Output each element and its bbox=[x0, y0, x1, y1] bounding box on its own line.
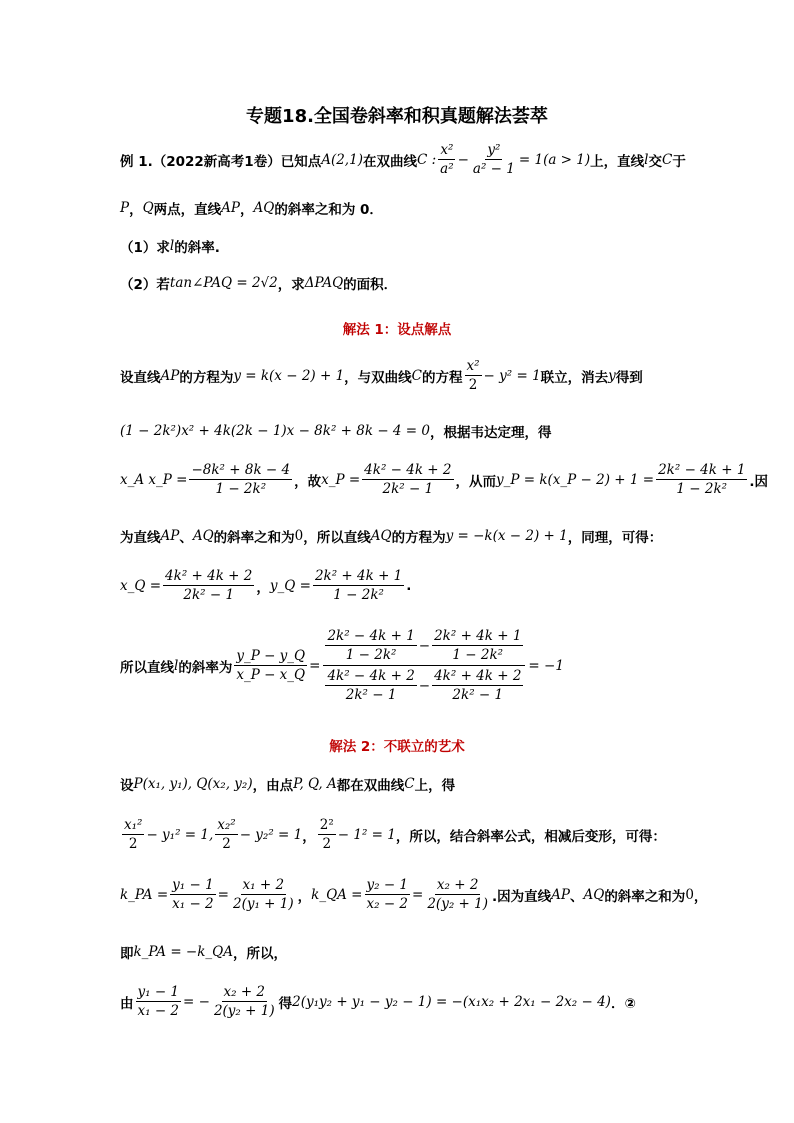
fraction bbox=[231, 877, 296, 912]
fraction-denominator: 1 − 2k² bbox=[452, 647, 504, 663]
text: ， bbox=[302, 828, 316, 845]
fraction-numerator: 4k² + 4k + 2 bbox=[165, 568, 253, 584]
method-2-line-4 bbox=[120, 942, 287, 962]
math-yp: y_P = k(x_P − 2) + 1 = bbox=[496, 471, 655, 488]
fraction bbox=[170, 877, 216, 912]
fraction bbox=[122, 817, 144, 852]
fraction-numerator: 2² bbox=[319, 817, 334, 833]
fraction-numerator: 2k² − 4k + 1 bbox=[658, 462, 746, 478]
fraction-denominator: x₁ − 2 bbox=[137, 1003, 180, 1019]
fraction bbox=[136, 984, 182, 1019]
text: 的方程 bbox=[422, 369, 463, 386]
text: 的方程为 bbox=[391, 530, 446, 546]
method-1-heading: 解法 1：设点解点 bbox=[342, 322, 452, 338]
method-1-line-1 bbox=[120, 358, 643, 393]
fraction-numerator: x² bbox=[466, 358, 480, 374]
fraction bbox=[313, 568, 404, 603]
text: ， bbox=[256, 579, 270, 596]
fraction bbox=[325, 668, 416, 703]
minus-sign: − bbox=[457, 151, 469, 168]
fraction-numerator: −8k² + 8k − 4 bbox=[191, 462, 291, 478]
text: 、 bbox=[569, 888, 584, 905]
page-title: 专题18.全国卷斜率和积真题解法荟萃 bbox=[246, 106, 548, 127]
text: ，所以， bbox=[232, 946, 287, 962]
fraction-numerator: y₁ − 1 bbox=[172, 877, 214, 893]
question-1 bbox=[120, 236, 220, 256]
fraction bbox=[163, 568, 254, 603]
fraction-numerator: 2k² − 4k + 1 bbox=[327, 628, 415, 644]
math-tan: tan∠PAQ = 2√2 bbox=[169, 275, 278, 291]
fraction-denominator: a² bbox=[440, 161, 454, 177]
math-aq: AQ bbox=[583, 886, 605, 903]
equals-sign: = bbox=[412, 886, 424, 903]
text: 设直线 bbox=[120, 369, 161, 386]
text: ．② bbox=[610, 995, 636, 1012]
fraction-denominator: 1 − 2k² bbox=[676, 481, 728, 497]
fraction bbox=[465, 358, 482, 393]
text: .因为直线 bbox=[492, 888, 552, 905]
math-xp: x_P = bbox=[321, 471, 361, 488]
math-aq: AQ bbox=[192, 528, 214, 544]
text: 于 bbox=[672, 153, 686, 170]
fraction bbox=[432, 628, 523, 663]
text: 的斜率之和为 0． bbox=[274, 202, 383, 218]
text: 设 bbox=[120, 778, 134, 794]
fraction-numerator: y² bbox=[487, 142, 501, 158]
text: （1）求 bbox=[120, 240, 170, 256]
question-2 bbox=[120, 273, 397, 293]
text: ，所以，结合斜率公式，相减后变形，可得： bbox=[395, 828, 666, 845]
fraction-denominator: 2(y₁ + 1) bbox=[232, 896, 294, 912]
point-a: A(2,1) bbox=[321, 151, 363, 168]
text: 、 bbox=[179, 530, 193, 546]
equation: (1 − 2k²)x² + 4k(2k − 1)x − 8k² + 8k − 4 = 0 bbox=[120, 423, 430, 439]
math-c: C bbox=[411, 367, 423, 384]
fraction-denominator: 2k² − 1 bbox=[183, 587, 235, 603]
text: ， bbox=[129, 202, 143, 218]
compound-fraction bbox=[323, 628, 525, 703]
text: 都在双曲线 bbox=[336, 778, 405, 794]
fraction bbox=[425, 877, 490, 912]
compound-numerator bbox=[323, 628, 525, 666]
fraction-denominator: x₂ − 2 bbox=[366, 896, 409, 912]
math-l: l bbox=[644, 151, 649, 168]
method-1-line-2 bbox=[120, 421, 552, 441]
math-kpa: k_PA = bbox=[120, 886, 169, 903]
fraction bbox=[234, 648, 307, 683]
math-pqa: P, Q, A bbox=[293, 776, 337, 792]
text: ， bbox=[693, 888, 708, 905]
text: 的斜率之和为 bbox=[604, 888, 686, 905]
equation: y = k(x − 2) + 1 bbox=[233, 367, 345, 384]
minus-sign: − bbox=[418, 677, 431, 694]
fraction-numerator: x₁ + 2 bbox=[242, 877, 285, 893]
math-triangle: ΔPAQ bbox=[304, 275, 344, 291]
math-lhs: x_A x_P = bbox=[120, 471, 188, 488]
text: ，故 bbox=[294, 473, 322, 490]
fraction bbox=[362, 462, 453, 497]
text: 的方程为 bbox=[179, 369, 234, 386]
equation: − y₁² = 1, bbox=[146, 826, 214, 843]
text: ，求 bbox=[277, 277, 305, 293]
text: 上，直线 bbox=[590, 153, 645, 170]
text: ，与双曲线 bbox=[344, 369, 412, 386]
example-lead: 例 1.（2022新高考1卷）已知点 bbox=[120, 153, 322, 170]
math-points: P(x₁, y₁), Q(x₂, y₂) bbox=[133, 776, 253, 792]
method-2-line-3 bbox=[120, 877, 707, 912]
text: 联立，消去 bbox=[540, 369, 609, 386]
math-y: y bbox=[608, 367, 616, 384]
text: 的面积． bbox=[343, 277, 398, 293]
text: .因 bbox=[749, 473, 769, 490]
method-1-line-3 bbox=[120, 462, 768, 497]
equation: 2(y₁y₂ + y₁ − y₂ − 1) = −(x₁x₂ + 2x₁ − 2x₂ − 4) bbox=[292, 993, 611, 1010]
fraction-denominator: 2 bbox=[468, 377, 478, 393]
math-c: C bbox=[661, 151, 673, 168]
fraction-denominator: 2 bbox=[222, 836, 231, 852]
math-yq: y_Q = bbox=[269, 577, 311, 594]
math-l: l bbox=[169, 238, 175, 254]
equation: − 1² = 1 bbox=[337, 826, 396, 843]
fraction bbox=[215, 817, 237, 852]
fraction-numerator: x₁² bbox=[124, 817, 143, 833]
text: ， bbox=[240, 202, 254, 218]
text: 的斜率为 bbox=[178, 659, 233, 676]
math-c: C bbox=[404, 776, 415, 792]
math-l: l bbox=[174, 657, 179, 674]
fraction-numerator: x² bbox=[440, 142, 454, 158]
fraction-denominator: 2k² − 1 bbox=[382, 481, 434, 497]
fraction-numerator: 4k² + 4k + 2 bbox=[434, 668, 522, 684]
math-ap: AP bbox=[160, 528, 180, 544]
equation-tail: = 1(a > 1) bbox=[518, 151, 591, 168]
fraction-numerator: 2k² + 4k + 1 bbox=[314, 568, 403, 584]
fraction-numerator: 4k² − 4k + 2 bbox=[327, 668, 415, 684]
fraction bbox=[471, 142, 517, 177]
math-ap: AP bbox=[221, 200, 241, 216]
equals-sign: = bbox=[309, 657, 321, 674]
method-1-line-4 bbox=[120, 526, 662, 546]
fraction-numerator: y₂ − 1 bbox=[366, 877, 409, 893]
fraction bbox=[189, 462, 292, 497]
text: 所以直线 bbox=[120, 659, 174, 676]
method-2-line-5 bbox=[120, 984, 636, 1019]
fraction bbox=[318, 817, 336, 852]
text: 的斜率. bbox=[174, 240, 220, 256]
example-line-1 bbox=[120, 142, 686, 177]
fraction-numerator: y₁ − 1 bbox=[137, 984, 180, 1000]
fraction-numerator: x₂² bbox=[217, 817, 236, 833]
text: ，所以直线 bbox=[303, 530, 371, 546]
fraction-denominator: 2(y₂ + 1) bbox=[427, 896, 488, 912]
fraction-denominator: 2k² − 1 bbox=[345, 687, 397, 703]
method-2-heading: 解法 2：不联立的艺术 bbox=[329, 739, 465, 755]
equation: k_PA = −k_QA bbox=[133, 944, 233, 960]
fraction bbox=[365, 877, 411, 912]
text: ， bbox=[297, 888, 312, 905]
fraction-denominator: 2 bbox=[128, 836, 138, 852]
math-q: Q bbox=[142, 200, 154, 216]
fraction-denominator: x₁ − 2 bbox=[172, 896, 214, 912]
text: 的斜率之和为 bbox=[213, 530, 295, 546]
text: ，由点 bbox=[252, 778, 294, 794]
fraction bbox=[212, 984, 277, 1019]
text: （2）若 bbox=[120, 277, 170, 293]
math-aq: AQ bbox=[253, 200, 275, 216]
compound-denominator bbox=[323, 666, 525, 703]
fraction-numerator: y_P − y_Q bbox=[236, 648, 306, 664]
fraction-denominator: 2(y₂ + 1) bbox=[213, 1003, 275, 1019]
math-kqa: k_QA = bbox=[311, 886, 363, 903]
equals-sign: = bbox=[217, 886, 229, 903]
fraction-numerator: 4k² − 4k + 2 bbox=[364, 462, 452, 478]
math-zero: 0 bbox=[685, 886, 694, 903]
fraction bbox=[432, 668, 523, 703]
method-1-line-5 bbox=[120, 568, 411, 603]
fraction bbox=[325, 628, 416, 663]
fraction-denominator: 1 − 2k² bbox=[215, 481, 267, 497]
fraction-denominator: x_P − x_Q bbox=[236, 667, 306, 683]
text: 得到 bbox=[615, 369, 643, 386]
math-ap: AP bbox=[551, 886, 570, 903]
equation: − y² = 1 bbox=[483, 367, 541, 384]
method-2-line-1 bbox=[120, 774, 455, 794]
math-aq: AQ bbox=[370, 528, 392, 544]
equals-sign: = − bbox=[183, 993, 210, 1010]
text: 两点，直线 bbox=[153, 202, 222, 218]
fraction-denominator: 1 − 2k² bbox=[345, 647, 397, 663]
text: 为直线 bbox=[120, 530, 161, 546]
text: 得 bbox=[278, 995, 293, 1012]
text: 由 bbox=[120, 995, 134, 1012]
method-2-line-2 bbox=[120, 817, 666, 852]
math-xq: x_Q = bbox=[120, 577, 162, 594]
fraction bbox=[656, 462, 747, 497]
fraction-denominator: 2 bbox=[322, 836, 332, 852]
fraction-denominator: 1 − 2k² bbox=[333, 587, 384, 603]
fraction-denominator: a² − 1 bbox=[472, 161, 515, 177]
result: = −1 bbox=[528, 657, 564, 674]
text: 即 bbox=[120, 946, 134, 962]
text: . bbox=[406, 577, 412, 594]
fraction bbox=[438, 142, 455, 177]
text: ，同理，可得： bbox=[567, 530, 663, 546]
text: 上，得 bbox=[414, 778, 456, 794]
method-1-line-6 bbox=[120, 628, 564, 703]
math-zero: 0 bbox=[294, 528, 304, 544]
example-line-2 bbox=[120, 198, 383, 218]
math-p: P bbox=[120, 200, 130, 216]
curve-prefix: C : bbox=[416, 151, 437, 168]
minus-sign: − bbox=[418, 637, 431, 654]
text: 在双曲线 bbox=[362, 153, 417, 170]
equation: y = −k(x − 2) + 1 bbox=[445, 528, 568, 544]
fraction-numerator: x₂ + 2 bbox=[436, 877, 479, 893]
text: ，根据韦达定理，得 bbox=[430, 425, 552, 441]
math-ap: AP bbox=[160, 367, 180, 384]
fraction-numerator: x₂ + 2 bbox=[223, 984, 266, 1000]
text: 交 bbox=[648, 153, 662, 170]
fraction-numerator: 2k² + 4k + 1 bbox=[434, 628, 522, 644]
equation: − y₂² = 1 bbox=[239, 826, 303, 843]
fraction-denominator: 2k² − 1 bbox=[452, 687, 504, 703]
text: ，从而 bbox=[455, 473, 496, 490]
